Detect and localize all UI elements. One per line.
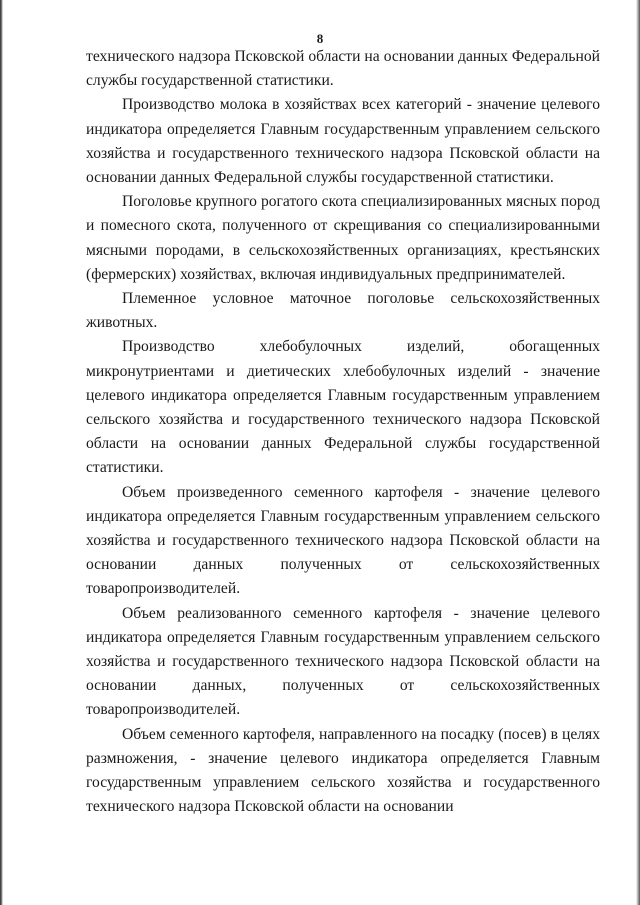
paragraph-beef-cattle: Поголовье крупного рогатого скота специализированных мясных пород и помесного скота, полученного от скрещивания со специализированными мясными породами, в сельскохозяйственных организациях, крестьянских (фермерских) хозяйствах, включая индивидуальных предпринимателей. (86, 193, 600, 283)
page-number: 8 (316, 31, 324, 46)
scan-right-edge (636, 0, 640, 905)
paragraph-seed-potato-planted: Объем семенного картофеля, направленного на посадку (посев) в целях размножения, - значение целевого индикатора определяется Главным государственным управлением сельского хозяйства и государственного технического надзора Псковской области на основании (86, 725, 600, 816)
document-body (86, 45, 600, 820)
paragraph-bakery-products: Производство хлебобулочных изделий, обогащенных микронутриентами и диетических хлебобулочных изделий - значение целевого индикатора определяется Главным государственным управлением сельского хозяйства и государственного технического надзора Псковской области на основании данных Федеральной службы государственной статистики. (86, 338, 600, 477)
paragraph-seed-potato-produced: Объем произведенного семенного картофеля - значение целевого индикатора определяется Главным государственным управлением сельского хозяйства и государственного технического надзора Псковской области на основании данных полученных от сельскохозяйственных товаропроизводителей. (86, 483, 600, 598)
paragraph-milk-production: Производство молока в хозяйствах всех категорий - значение целевого индикатора определяется Главным государственным управлением сельского хозяйства и государственного технического надзора Псковской области на основании данных Федеральной службы государственной статистики. (86, 96, 600, 187)
paragraph-breeding-livestock: Племенное условное маточное поголовье сельскохозяйственных животных. (86, 290, 600, 332)
paragraph-continuation: технического надзора Псковской области на основании данных Федеральной службы государственной статистики. (86, 48, 600, 90)
scan-left-edge (0, 0, 3, 905)
paragraph-seed-potato-sold: Объем реализованного семенного картофеля - значение целевого индикатора определяется Главным государственным управлением сельского хозяйства и государственного технического надзора Псковской области на основании данных, полученных от сельскохозяйственных товаропроизводителей. (86, 604, 600, 719)
